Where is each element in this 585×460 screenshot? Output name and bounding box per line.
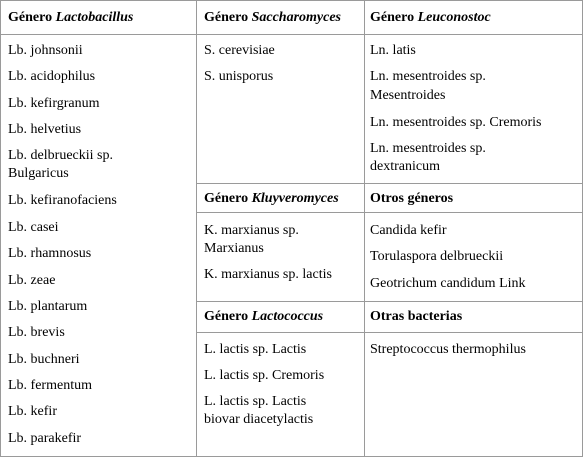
list-item: Lb. kefirgranum: [8, 96, 100, 111]
list-item: Lb. rhamnosus: [8, 246, 92, 261]
header-leuconostoc: Género Leuconostoc: [370, 10, 491, 25]
list-item: Geotrichum candidum Link: [370, 276, 526, 291]
list-item: Ln. mesentroides sp. Cremoris: [370, 115, 542, 130]
list-item-continued: biovar diacetylactis: [204, 412, 314, 427]
list-item: Lb. parakefir: [8, 431, 82, 446]
list-item: S. cerevisiae: [204, 43, 275, 58]
list-item: L. lactis sp. Lactis: [204, 394, 307, 409]
list-item: Lb. zeae: [8, 273, 56, 288]
list-item: Lb. brevis: [8, 325, 65, 340]
header-kluyveromyces: Género Kluyveromyces: [204, 191, 339, 206]
list-item: S. unisporus: [204, 69, 274, 84]
list-item-continued: Marxianus: [204, 241, 264, 256]
list-item: Lb. acidophilus: [8, 69, 96, 84]
list-item: Lb. fermentum: [8, 378, 92, 393]
list-item: Lb. casei: [8, 220, 59, 235]
list-item: Lb. johnsonii: [8, 43, 83, 58]
list-item: Lb. kefiranofaciens: [8, 193, 117, 208]
list-item: Lb. plantarum: [8, 299, 88, 314]
list-item-continued: Mesentroides: [370, 88, 446, 103]
list-item: Ln. mesentroides sp.: [370, 69, 486, 84]
header-lactococcus: Género Lactococcus: [204, 309, 324, 324]
list-item: Lb. delbrueckii sp.: [8, 148, 113, 163]
header-lactobacillus: Género Lactobacillus: [8, 10, 134, 25]
list-item: Lb. buchneri: [8, 352, 80, 367]
column-divider-1: [196, 0, 197, 457]
header-otros-generos: Otros géneros: [370, 191, 454, 206]
list-item: L. lactis sp. Cremoris: [204, 368, 325, 383]
row-divider-header-1: [0, 34, 583, 35]
list-item: K. marxianus sp.: [204, 223, 299, 238]
list-item: L. lactis sp. Lactis: [204, 342, 307, 357]
table-border-top: [0, 0, 583, 1]
list-item: Lb. kefir: [8, 404, 57, 419]
table-border-bottom: [0, 456, 583, 457]
list-item-continued: Bulgaricus: [8, 166, 69, 181]
column-divider-2: [364, 0, 365, 457]
row-divider-header-3-top: [196, 301, 583, 302]
header-saccharomyces: Género Saccharomyces: [204, 10, 342, 25]
list-item: Ln. mesentroides sp.: [370, 141, 486, 156]
list-item: K. marxianus sp. lactis: [204, 267, 332, 282]
list-item: Streptococcus thermophilus: [370, 342, 526, 357]
row-divider-header-2-bottom: [196, 212, 583, 213]
row-divider-header-3-bottom: [196, 332, 583, 333]
list-item-continued: dextranicum: [370, 159, 440, 174]
list-item: Ln. latis: [370, 43, 416, 58]
header-otras-bacterias: Otras bacterias: [370, 309, 463, 324]
list-item: Candida kefir: [370, 223, 447, 238]
row-divider-header-2-top: [196, 183, 583, 184]
list-item: Torulaspora delbrueckii: [370, 249, 504, 264]
table-border-right: [582, 0, 583, 457]
table-border-left: [0, 0, 1, 457]
list-item: Lb. helvetius: [8, 122, 82, 137]
